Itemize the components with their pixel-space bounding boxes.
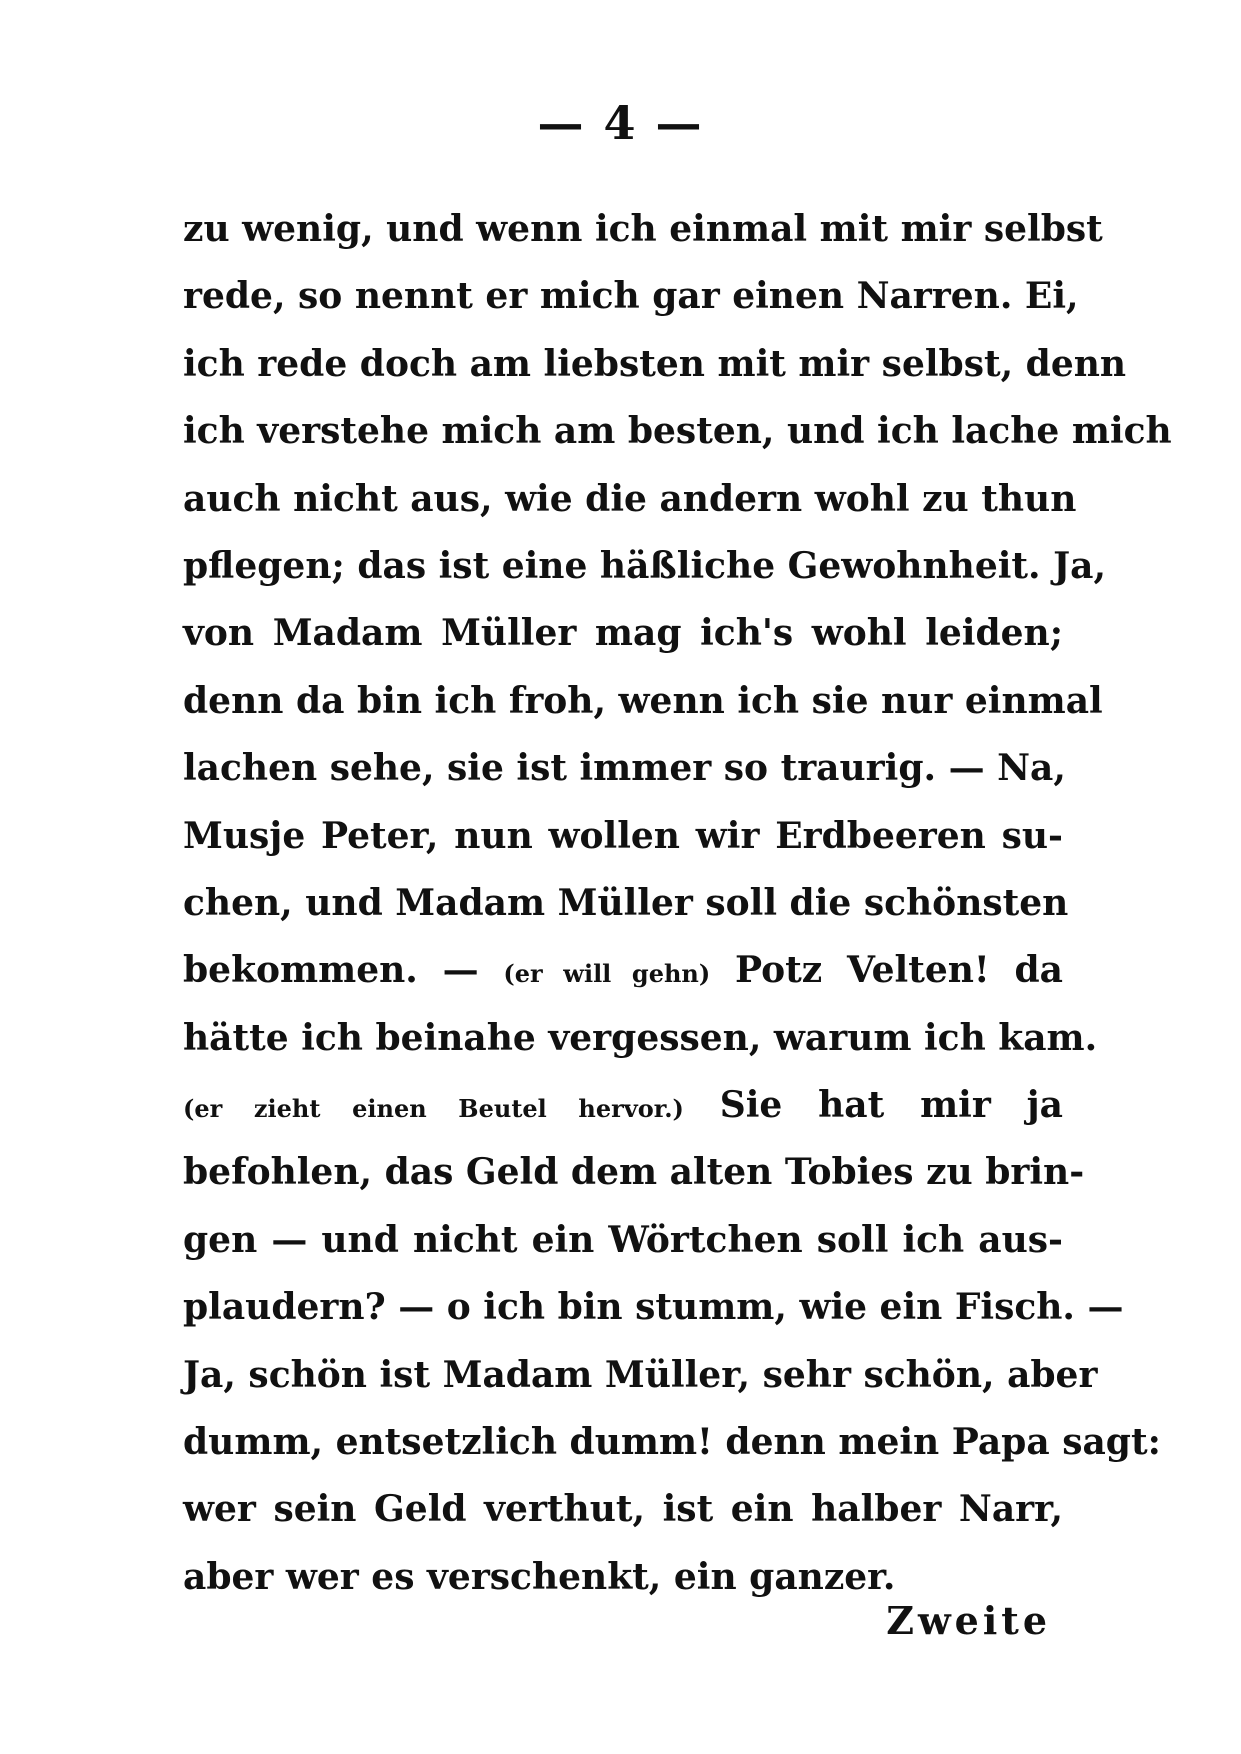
line-text: chen, und Madam Müller soll die schönsten [183,881,1069,924]
line-text: plaudern? — o ich bin stumm, wie ein Fisch. — [183,1286,1124,1329]
line-text: von Madam Müller mag ich's wohl leiden; [183,612,1063,655]
line-text: auch nicht aus, wie die andern wohl zu thun [183,477,1077,520]
stage-direction: (er will gehn) [503,959,711,989]
text-line [183,1342,1098,1409]
text-line [183,870,1069,937]
line-text: bekommen. — [183,949,504,992]
line-text: hätte ich beinahe vergessen, warum ich kam. [183,1016,1098,1059]
text-line [183,803,1063,870]
catchword: Zweite [886,1598,1051,1643]
line-text: zu wenig, und wenn ich einmal mit mir selbst [183,208,1103,250]
line-text: Sie hat mir ja [683,1084,1063,1127]
line-text: ich verstehe mich am besten, und ich lache mich [183,410,1172,453]
text-line [183,466,1077,533]
text-line [183,1005,1098,1072]
text-line [183,263,1079,330]
text-line [183,600,1063,667]
text-line [183,1476,1063,1543]
line-text: wer sein Geld verthut, ist ein halber Narr, [183,1488,1063,1531]
page-number: — 4 — [537,96,704,150]
line-text: rede, so nennt er mich gar einen Narren. Ei, [183,275,1079,318]
line-text: Potz Velten! da [710,949,1063,992]
text-line [183,1072,1063,1139]
line-text: denn da bin ich froh, wenn ich sie nur einmal [183,679,1103,722]
text-line [183,196,1103,263]
line-text: pflegen; das ist eine häßliche Gewohnheit. Ja, [183,544,1106,587]
text-line [183,1139,1085,1206]
text-line [183,735,1066,802]
text-line [183,937,1063,1004]
stage-direction: (er zieht einen Beutel hervor.) [183,1094,684,1124]
text-line [183,1409,1161,1476]
text-line [183,1274,1124,1341]
line-text: befohlen, das Geld dem alten Tobies zu brin- [183,1151,1085,1194]
line-text: Ja, schön ist Madam Müller, sehr schön, aber [183,1353,1098,1396]
body-text [183,196,1172,1611]
line-text: Musje Peter, nun wollen wir Erdbeeren su- [183,814,1063,857]
text-line [183,533,1106,600]
text-line [183,331,1127,398]
text-line [183,1207,1063,1274]
text-line [183,668,1103,735]
line-text: gen — und nicht ein Wörtchen soll ich aus- [183,1218,1063,1261]
line-text: aber wer es verschenkt, ein ganzer. [183,1555,896,1598]
line-text: dumm, entsetzlich dumm! denn mein Papa sagt: [183,1421,1161,1464]
line-text: lachen sehe, sie ist immer so traurig. — Na, [183,747,1066,790]
text-line [183,398,1172,465]
line-text: ich rede doch am liebsten mit mir selbst, denn [183,342,1127,385]
